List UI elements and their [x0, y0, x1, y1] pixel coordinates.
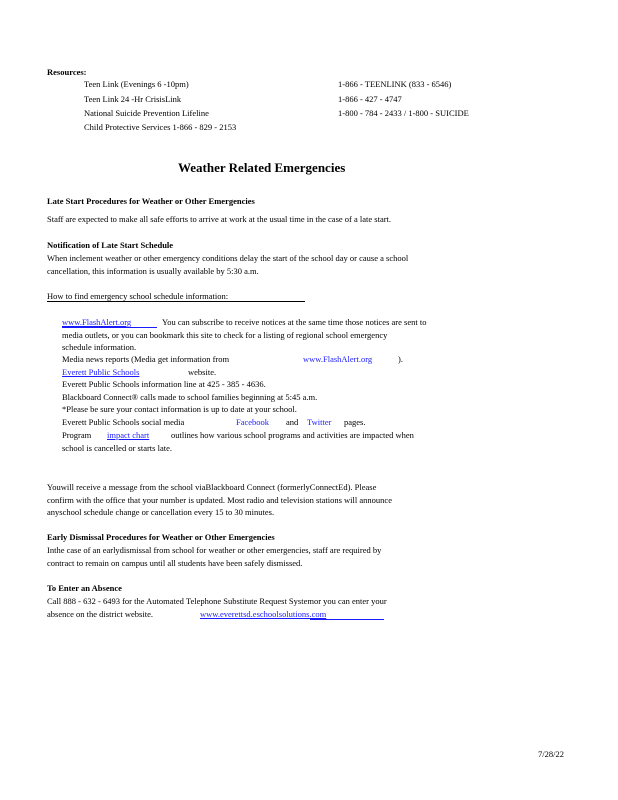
late-start-text: Staff are expected to make all safe efforts to arrive at work at the usual time in the case of a late start. [47, 214, 392, 224]
resource-phone: 1-866 - TEENLINK (833 - 6546) [338, 79, 452, 89]
absence-text: absence on the district website. [47, 609, 153, 619]
facebook-link[interactable]: Facebook [236, 417, 270, 427]
resources-heading: Resources: [47, 67, 87, 77]
page-title: Weather Related Emergencies [178, 160, 346, 175]
flashalert-link[interactable]: www.FlashAlert.org [62, 317, 132, 327]
message-text: confirm with the office that your number is updated. Most radio and television stations will announce [47, 495, 392, 505]
early-dismissal-text: Inthe case of an earlydismissal from school for weather or other emergencies, staff are required by [47, 545, 382, 555]
absence-text: Call 888 - 632 - 6493 for the Automated Telephone Substitute Request Systemor you can enter your [47, 596, 387, 606]
list-item-text: Program [62, 430, 92, 440]
link-underline [62, 327, 157, 328]
list-item-text: You can subscribe to receive notices at the same time those notices are sent to [162, 317, 427, 327]
list-item-text: and [286, 417, 299, 427]
footer-date: 7/28/22 [538, 749, 564, 759]
resource-name: Teen Link 24 -Hr CrisisLink [84, 94, 182, 104]
impact-chart-link[interactable]: impact chart [107, 430, 150, 440]
list-item-text: pages. [344, 417, 366, 427]
list-item-text: Media news reports (Media get information from [62, 354, 230, 364]
list-item-text: website. [188, 367, 217, 377]
absence-heading: To Enter an Absence [47, 583, 122, 593]
how-to-heading: How to find emergency school schedule information: [47, 291, 229, 301]
list-item-text: Blackboard Connect® calls made to school families beginning at 5:45 a.m. [62, 392, 318, 402]
resource-phone: 1-866 - 427 - 4747 [338, 94, 402, 104]
notification-text: When inclement weather or other emergency conditions delay the start of the school day or cause a school [47, 253, 409, 263]
list-item-text: school is cancelled or starts late. [62, 443, 172, 453]
resource-phone: 1-800 - 784 - 2433 / 1-800 - SUICIDE [338, 108, 469, 118]
notification-heading: Notification of Late Start Schedule [47, 240, 174, 250]
list-item-text: Everett Public Schools social media [62, 417, 185, 427]
list-item-text: outlines how various school programs and activities are impacted when [171, 430, 414, 440]
message-text: anyschool schedule change or cancellation every 15 to 30 minutes. [47, 507, 275, 517]
list-item-text: *Please be sure your contact information is up to date at your school. [62, 404, 297, 414]
heading-underline [47, 301, 305, 302]
early-dismissal-text: contract to remain on campus until all students have been safely dismissed. [47, 558, 303, 568]
twitter-link[interactable]: Twitter [307, 417, 332, 427]
notification-text: cancellation, this information is usually available by 5:30 a.m. [47, 266, 259, 276]
message-text: Youwill receive a message from the school viaBlackboard Connect (formerlyConnectEd). Please [47, 482, 377, 492]
list-item-text: Everett Public Schools information line at 425 - 385 - 4636. [62, 379, 266, 389]
eschool-link[interactable]: www.everettsd.eschoolsolutions.com [200, 609, 327, 619]
resource-name: Teen Link (Evenings 6 -10pm) [84, 79, 189, 89]
everett-schools-link[interactable]: Everett Public Schools [62, 367, 140, 377]
resource-name: Child Protective Services 1-866 - 829 - 2153 [84, 122, 237, 132]
late-start-heading: Late Start Procedures for Weather or Other Emergencies [47, 196, 255, 206]
list-item-text: media outlets, or you can bookmark this site to check for a listing of regional school emergency [62, 330, 388, 340]
list-item-text: ). [398, 354, 403, 364]
list-item-text: schedule information. [62, 342, 137, 352]
early-dismissal-heading: Early Dismissal Procedures for Weather or Other Emergencies [47, 532, 275, 542]
link-underline [310, 619, 384, 620]
resource-name: National Suicide Prevention Lifeline [84, 108, 209, 118]
flashalert-link[interactable]: www.FlashAlert.org [303, 354, 373, 364]
